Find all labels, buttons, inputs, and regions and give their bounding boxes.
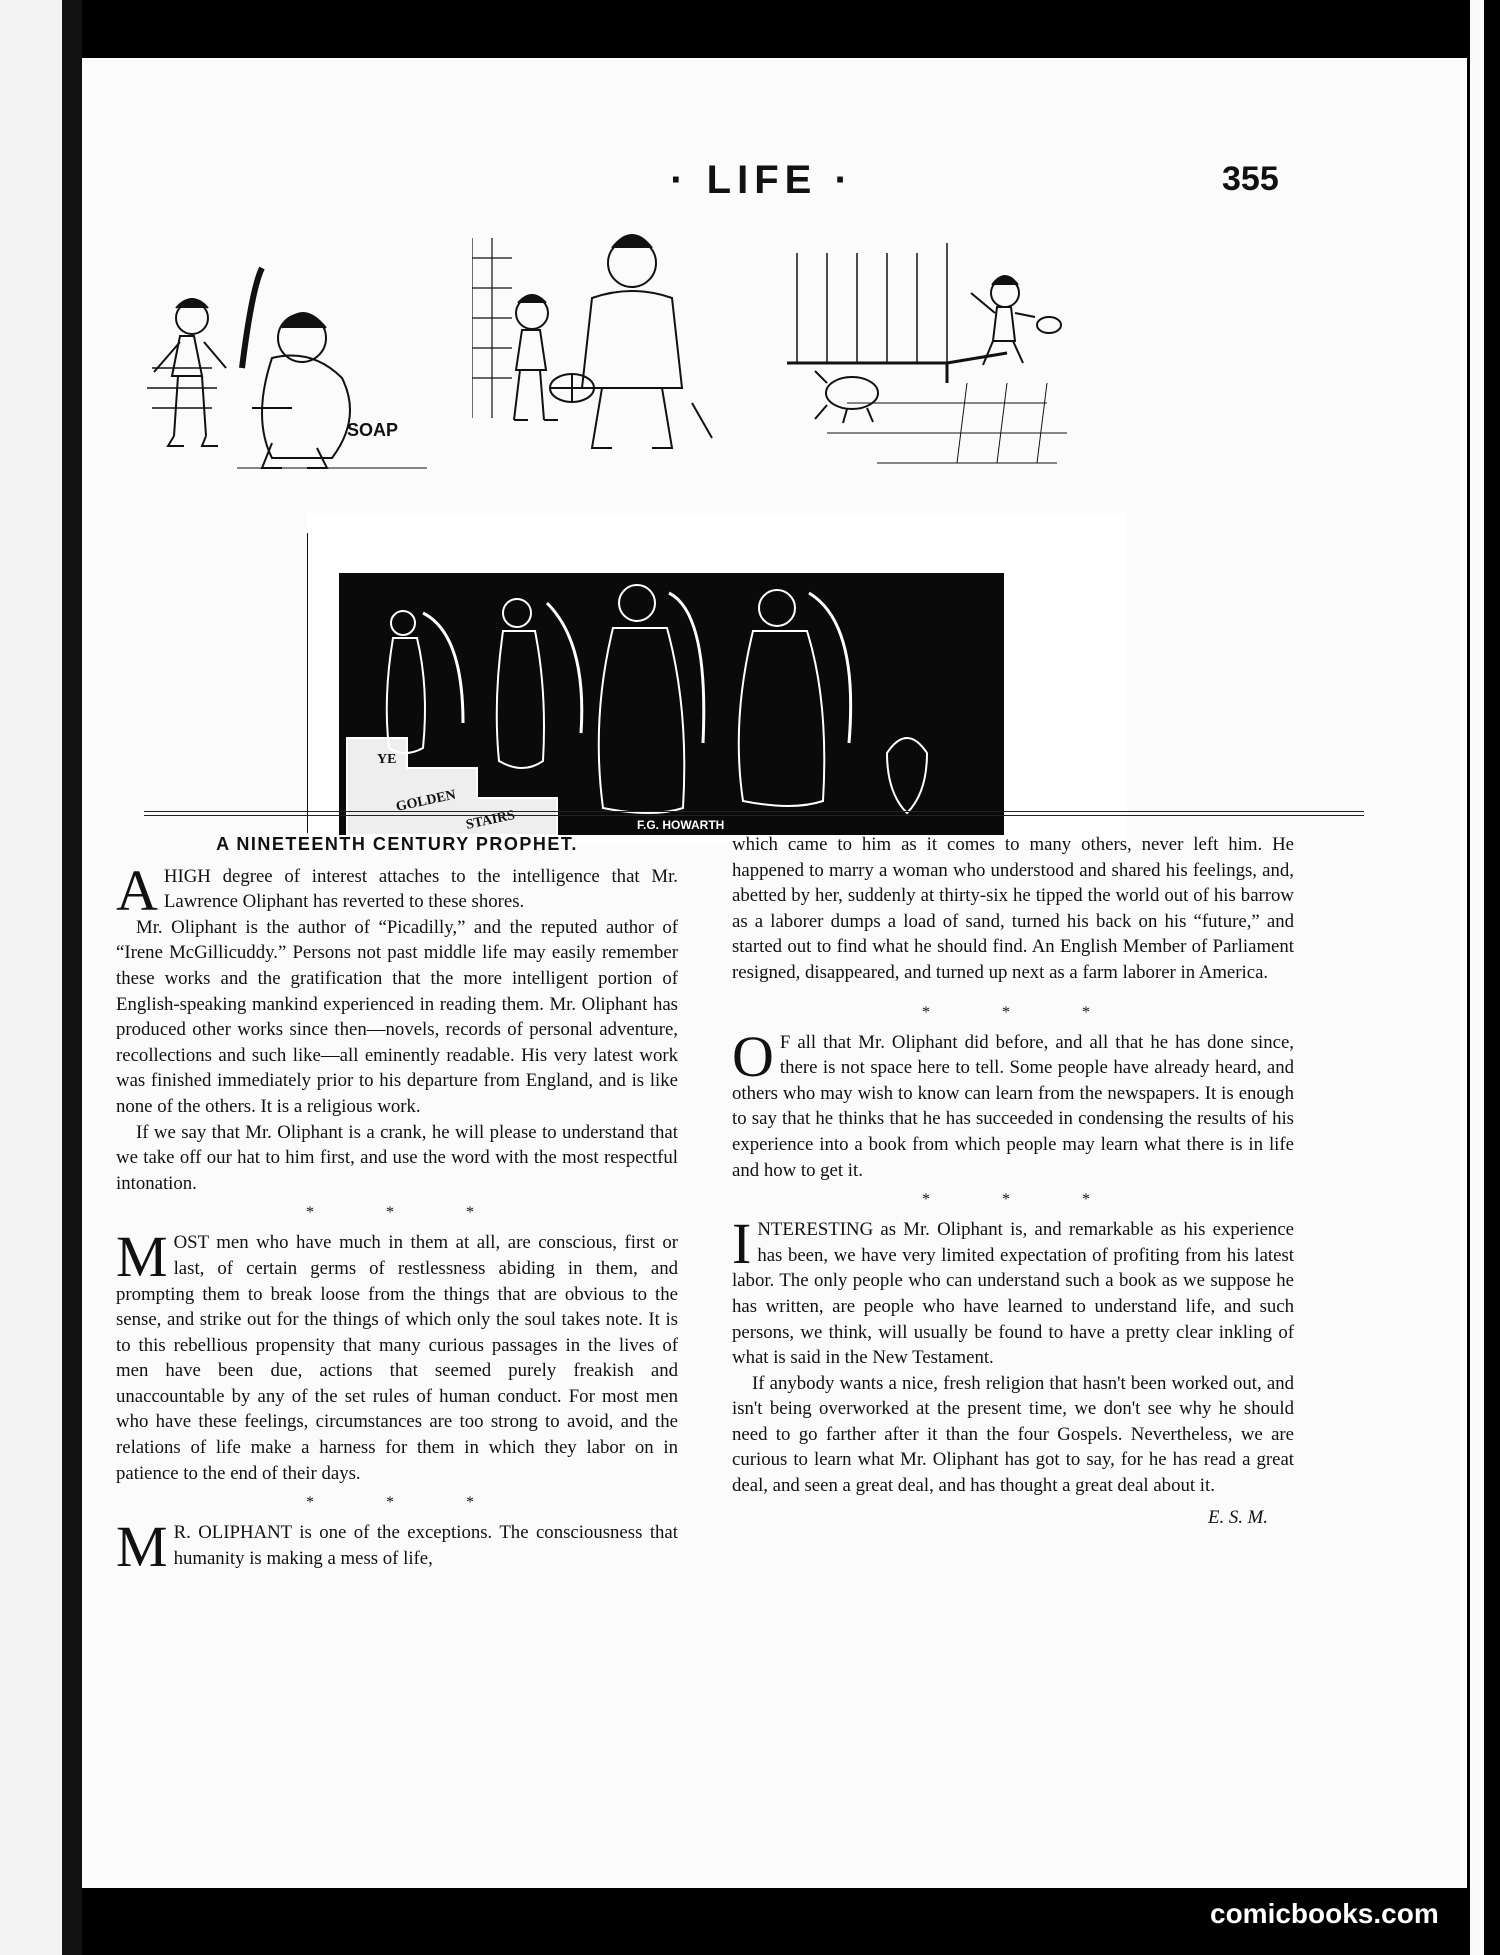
paragraph-4: MOST men who have much in them at all, are conscious, first or last, of certain germs of restlessness abiding in them, and prompting them to break loose from the things that are obvious to the sense, and strike out for the things of which only the soul takes note. It is to this rebellious propensity that many curious passages in the lives of men have been due, actions that seemed purely freakish and unaccountable by any of the set rules of human conduct. For most men who have these feelings, circumstances are too strong to avoid, and the relations of life make a harness for them in which they labor on in patience to the end of their days. xyxy=(116,1224,678,1484)
paragraph-2: Mr. Oliphant is the author of “Picadilly,” and the reputed author of “Irene McGillicuddy.” Persons not past middle life may easily remember these works and the gratification that the more intelligent portion of English-speaking mankind experienced in reading them. Mr. Oliphant has produced other works since then—novels, records of personal adventure, recollections and such like—all eminently readable. His very latest work was finished immediately prior to his departure from England, and is like none of the others. It is a religious work. xyxy=(116,916,678,1117)
soap-label: SOAP xyxy=(347,420,399,440)
section-break-stars: * * * xyxy=(306,1494,508,1512)
drop-cap: A xyxy=(116,857,158,923)
paragraph-9: If anybody wants a nice, fresh religion that hasn't been worked out, and isn't being overworked at the present time, we don't see why he should need to go farther after it than the four Gospels. Nevertheless, we are curious to learn what Mr. Oliphant has got to say, for he has read a great deal, and seen a great deal, and has thought a great deal about it. xyxy=(732,1372,1294,1497)
stairs-label-golden: GOLDEN xyxy=(394,787,458,815)
paragraph-8: INTERESTING as Mr. Oliphant is, and remarkable as his experience has been, we have very limited expectation of profiting from his latest labor. The only people who can understand such a book as we suppose he has written, are people who have learned to understand life, and such persons, we think, will usually be found to have a pretty clear inkling of what is said in the New Testament. xyxy=(732,1211,1294,1369)
author-signature: E. S. M. xyxy=(1208,1506,1268,1528)
paragraph-3: If we say that Mr. Oliphant is a crank, he will please to understand that we take off our hat to him first, and use the word with the most respectful intonation. xyxy=(116,1121,678,1194)
page-header xyxy=(82,158,1467,218)
masthead: · LIFE · xyxy=(670,158,854,202)
section-break-stars: * * * xyxy=(922,1003,1124,1021)
stairs-label-stairs: STAIRS xyxy=(464,807,517,833)
page-number: 355 xyxy=(1222,160,1279,198)
drop-cap: O xyxy=(732,1023,774,1089)
paragraph-7: O F all that Mr. Oliphant did before, and all that he has done since, there is not space here to tell. Some people have already heard, and others who may wish to know can learn from the newspapers. It is enough to say that he thinks that he has succeeded in condensing the results of his experience into a book from which people may learn what there is in life and how to get it. xyxy=(732,1023,1294,1181)
left-column xyxy=(116,832,678,1580)
watermark: comicbooks.com xyxy=(1210,1898,1439,1929)
artist-signature: F.G. HOWARTH xyxy=(637,818,725,832)
section-break-stars: * * * xyxy=(306,1204,508,1222)
section-break-stars: * * * xyxy=(922,1191,1124,1209)
paragraph-6: which came to him as it comes to many others, never left him. He happened to marry a woman who understood and shared his feelings, and, abetted by her, suddenly at thirty-six he tipped the world out of his barrow as a laborer dumps a load of sand, turned his back on his “future,” and started out to find what he should find. An English Member of Parliament resigned, disappeared, and turned up next as a farm laborer in America. xyxy=(732,834,1294,983)
right-page-edge xyxy=(1467,0,1500,1955)
right-column xyxy=(732,832,1294,1530)
top-rule xyxy=(144,811,1364,812)
article-title: A NINETEENTH CENTURY PROPHET. xyxy=(216,834,578,854)
paragraph-5: M R. OLIPHANT is one of the exceptions. The consciousness that humanity is making a mess of life, xyxy=(116,1514,678,1580)
cartoon-panel-2 xyxy=(472,228,772,478)
cartoon-panel-4-golden-stairs xyxy=(307,513,1127,843)
top-rule-2 xyxy=(144,815,1364,816)
magazine-page xyxy=(82,58,1467,1888)
drop-cap: M xyxy=(116,1514,168,1580)
stairs-label-ye: YE xyxy=(377,752,397,767)
drop-cap: M xyxy=(116,1224,168,1290)
cartoon-panel-1 xyxy=(132,258,462,498)
drop-cap: I xyxy=(732,1211,752,1277)
cartoon-panel-3 xyxy=(787,233,1087,493)
binding-shadow xyxy=(62,0,82,1955)
paragraph-1: AHIGH degree of interest attaches to the intelligence that Mr. Lawrence Oliphant has reverted to these shores. xyxy=(116,857,678,923)
